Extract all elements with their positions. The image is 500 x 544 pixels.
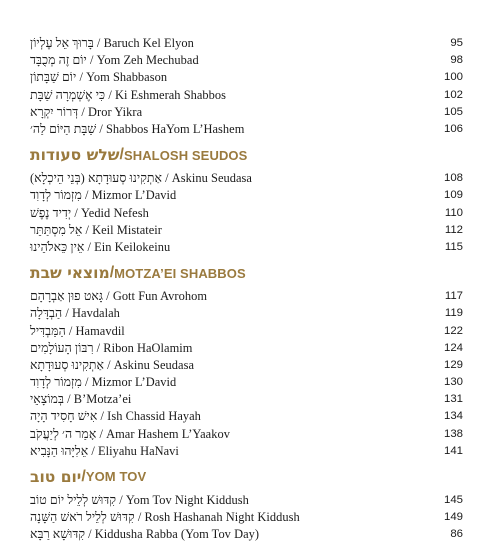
toc-entry[interactable] [30,340,463,357]
toc-entry-title: יְדִיד נֶפֶשׁ / Yedid Nefesh [30,205,149,220]
toc-entry-title: קִדּוּשׁ לְלֵיל רֹאשׁ הַשָּׁנָה / Rosh Hashanah Night Kiddush [30,510,300,525]
toc-entry-title: מִזְמוֹר לְדָוִד / Mizmor L’David [30,375,177,390]
toc-entry[interactable] [30,288,463,305]
toc-entry-title: אִישׁ חָסִיד הָיָה / Ish Chassid Hayah [30,409,201,424]
toc-entry[interactable] [30,104,463,121]
toc-entry-page-number: 105 [443,105,463,118]
toc-entry-page-number: 110 [444,206,463,219]
section-heading [30,466,463,488]
toc-entry-title: בָּרוּךְ אֵל עֶלְיוֹן / Baruch Kel Elyon [30,36,194,51]
toc-entry-title: יוֹם זֶה מְכֻבָּד / Yom Zeh Mechubad [30,53,199,68]
toc-entry[interactable] [30,357,463,374]
toc-entry-title: בְּמוֹצָאֵי / B’Motza’ei [30,392,132,407]
section-heading [30,144,463,166]
table-of-contents [30,35,463,544]
toc-entry-page-number: 95 [450,37,463,50]
toc-entry[interactable] [30,408,463,425]
toc-entry-title: יוֹם שַׁבָּתוֹן / Yom Shabbason [30,70,168,85]
section-heading-separator: / [119,146,124,164]
toc-entry-title: קִדּוּשָׁא רַבָּא / Kiddusha Rabba (Yom Tov Day) [30,527,260,542]
toc-entry[interactable] [30,87,463,104]
toc-entry-page-number: 138 [443,427,463,440]
toc-entry-title: הַבְדָּלָה / Havdalah [30,306,120,321]
toc-entry[interactable] [30,52,463,69]
toc-entry-page-number: 129 [443,358,463,371]
toc-entry[interactable] [30,322,463,339]
toc-entry-page-number: 124 [443,341,463,354]
toc-entry[interactable] [30,374,463,391]
toc-entry[interactable] [30,492,463,509]
section-heading-english: YOM TOV [85,469,147,485]
toc-entry[interactable] [30,69,463,86]
toc-entry[interactable] [30,121,463,138]
toc-entry[interactable] [30,35,463,52]
section-heading-hebrew: מוצאי שבת [30,264,110,283]
toc-entry[interactable] [30,443,463,460]
toc-entry[interactable] [30,239,463,256]
toc-entry-page-number: 102 [443,88,463,101]
toc-entry-title: אַתְקִינוּ סְעוּדָתָא / Askinu Seudasa [30,357,195,372]
section-heading-english: MOTZA’EI SHABBOS [114,265,246,281]
toc-entry-title: אַתְקִינוּ סְעוּדָתָא (בְּנֵי הֵיכְלָא) / Askinu Seudasa [30,171,252,186]
toc-entry-page-number: 106 [443,123,463,136]
toc-entry-page-number: 122 [443,324,463,337]
toc-entry-page-number: 117 [444,290,463,303]
toc-entry-title: מִזְמוֹר לְדָוִד / Mizmor L’David [30,188,177,203]
toc-entry-title: הַמַּבְדִּיל / Hamavdil [30,323,125,338]
toc-entry[interactable] [30,509,463,526]
toc-entry-page-number: 134 [443,410,463,423]
toc-entry-title: קִדּוּשׁ לְלֵיל יוֹם טוֹב / Yom Tov Night Kiddush [30,493,249,508]
toc-entry-title: אֵלִיָּהוּ הַנָּבִיא / Eliyahu HaNavi [30,443,179,458]
toc-entry-title: אֵין כֵּאלֹהֵינוּ / Ein Keilokeinu [30,239,171,254]
toc-entry[interactable] [30,222,463,239]
toc-entry[interactable] [30,391,463,408]
toc-entry-page-number: 112 [444,223,463,236]
toc-entry-page-number: 115 [444,240,463,253]
toc-entry-page-number: 131 [443,393,463,406]
toc-entry-page-number: 108 [443,172,463,185]
toc-entry-title: גָּאט פוּן אַבְרָהָם / Gott Fun Avrohom [30,289,208,304]
toc-entry-title: שַׁבָּת הַיּוֹם לַה׳ / Shabbos HaYom L’Hashem [30,122,245,137]
toc-entry-title: רִבּוֹן הָעוֹלָמִים / Ribon HaOlamim [30,340,193,355]
toc-entry-title: דְּרוֹר יִקְרָא / Dror Yikra [30,104,143,119]
toc-entry[interactable] [30,426,463,443]
toc-entry-page-number: 141 [443,444,463,457]
section-heading-hebrew: יום טוב [30,467,82,486]
toc-entry-page-number: 86 [450,528,463,541]
section-heading-english: SHALOSH SEUDOS [123,147,248,163]
toc-entry[interactable] [30,170,463,187]
toc-entry-page-number: 149 [443,511,463,524]
section-heading-separator: / [109,264,115,282]
toc-entry-title: אָמַר ה׳ לְיַעֲקֹב / Amar Hashem L’Yaakov [30,426,230,441]
toc-entry-title: כִּי אֶשְׁמְרָה שַׁבָּת / Ki Eshmerah Shabbos [30,87,227,102]
section-heading-separator: / [81,467,86,485]
toc-entry[interactable] [30,205,463,222]
section-heading [30,262,463,284]
toc-entry[interactable] [30,305,463,322]
toc-entry-page-number: 145 [443,494,463,507]
toc-entry[interactable] [30,526,463,543]
toc-entry-page-number: 130 [443,376,463,389]
toc-entry[interactable] [30,187,463,204]
toc-entry-page-number: 109 [443,189,463,202]
section-heading-hebrew: שלש סעודות [30,146,120,165]
toc-entry-page-number: 98 [450,54,463,67]
toc-entry-page-number: 119 [444,307,463,320]
toc-entry-page-number: 100 [443,71,463,84]
toc-entry-title: אֵל מִסְתַּתֵּר / Keil Mistateir [30,222,162,237]
